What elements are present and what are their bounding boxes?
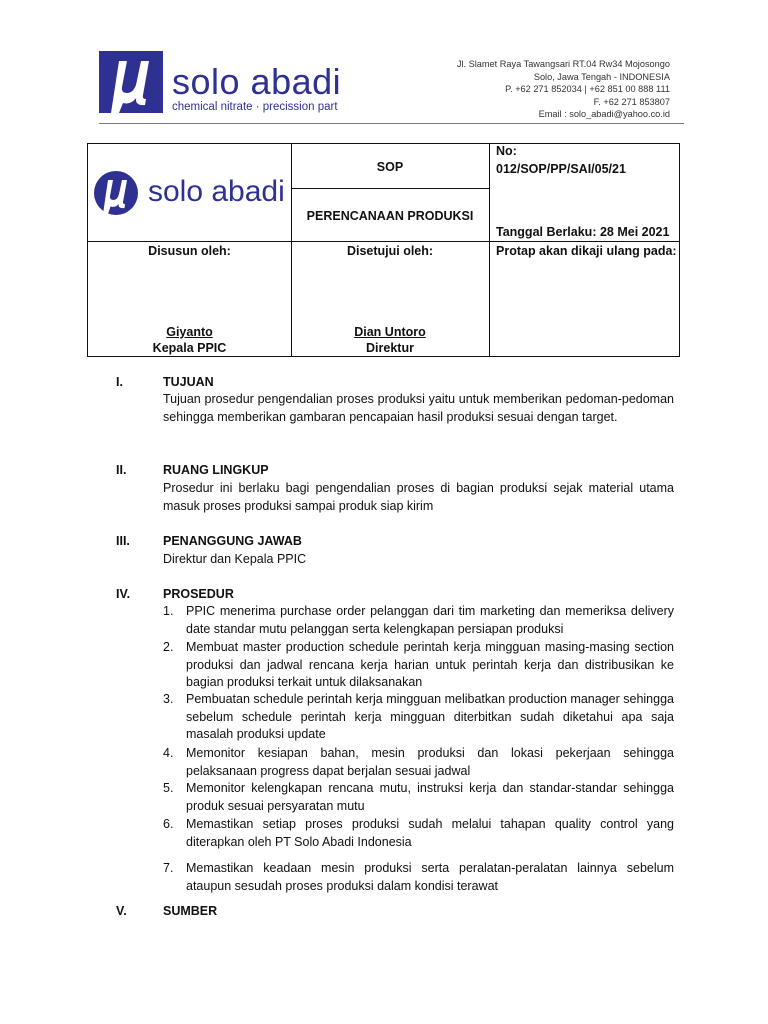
section-title: RUANG LINGKUP [163,463,269,477]
list-item-number: 7. [163,861,174,875]
list-item: Memastikan setiap proses produksi sudah melalui tahapan quality control yang diterapkan oleh PT Solo Abadi Indonesia [186,817,674,849]
doc-type: SOP [376,160,404,174]
letterhead-tagline: chemical nitrate · precission part [172,101,338,113]
approved-by-label: Disetujui oleh: [346,244,434,258]
section-number: IV. [116,587,131,601]
section-title: PROSEDUR [163,587,234,601]
section-title: TUJUAN [163,375,214,389]
list-item-number: 2. [163,640,174,654]
company-logo-mark [99,51,163,113]
section-title: PENANGGUNG JAWAB [163,534,302,548]
table-company-name: solo abadi [148,175,285,208]
list-item: PPIC menerima purchase order pelanggan dari tim marketing dan memeriksa delivery date standar mutu pelanggan serta kelengkapan persiapan produksi [186,604,674,636]
company-logo-icon [94,171,138,215]
table-divider [291,188,489,189]
list-item: Pembuatan schedule perintah kerja mingguan melibatkan production manager sehingga sebelum schedule perintah kerja mingguan diterbitkan sudah diketahui apa saja masalah produksi update [186,692,674,741]
doc-number: 012/SOP/PP/SAI/05/21 [496,162,626,176]
doc-title: PERENCANAAN PRODUKSI [306,209,474,223]
list-item-number: 3. [163,692,174,706]
phone-line: P. +62 271 852034 | +62 851 00 888 111 [505,84,670,95]
letterhead-divider [99,123,684,124]
list-item: Memastikan keadaan mesin produksi serta peralatan-peralatan lainnya sebelum ataupun sesudah proses produksi dalam kondisi terawat [186,861,674,893]
list-item-number: 5. [163,781,174,795]
fax-line: F. +62 271 853807 [593,96,670,107]
list-item: Membuat master production schedule perintah kerja mingguan masing-masing section produksi dan jadwal rencana kerja harian untuk perintah kerja dan distribusikan ke bagian produksi terkait untuk dilaksanakan [186,640,674,689]
section-number: V. [116,904,127,918]
email-line: Email : solo_abadi@yahoo.co.id [538,109,670,120]
section-text: Direktur dan Kepala PPIC [163,552,307,566]
review-date-label: Protap akan dikaji ulang pada: [496,244,677,258]
list-item-number: 1. [163,604,174,618]
sop-header-table [87,143,680,357]
letterhead-company-name: solo abadi [172,61,342,102]
list-item: Memonitor kesiapan bahan, mesin produksi dan lokasi pekerjaan sehingga pelaksanaan progress dapat berjalan sesuai jadwal [186,746,674,778]
prepared-by-role: Kepala PPIC [152,341,227,355]
approved-by-name: Dian Untoro [354,325,426,339]
doc-number-label: No: [496,144,517,158]
letterhead-address [457,58,670,121]
approved-by-role: Direktur [366,341,414,355]
address-line: Jl. Slamet Raya Tawangsari RT.04 Rw34 Mojosongo [456,59,670,69]
section-title: SUMBER [163,904,218,918]
effective-date: Tanggal Berlaku: 28 Mei 2021 [496,225,670,239]
list-item-number: 6. [163,817,174,831]
section-number: III. [116,534,130,548]
list-item: Memonitor kelengkapan rencana mutu, instruksi kerja dan standar-standar sehingga produk sesuai persyaratan mutu [186,781,674,813]
prepared-by-name: Giyanto [166,325,213,339]
section-text: Prosedur ini berlaku bagi pengendalian proses di bagian produksi sejak material utama masuk proses produksi sampai produk siap kirim [163,481,674,513]
prepared-by-label: Disusun oleh: [148,244,231,258]
address-line: Solo, Jawa Tengah - INDONESIA [533,71,670,82]
table-divider [489,144,490,356]
table-divider [88,241,679,242]
list-item-number: 4. [163,746,174,760]
section-text: Tujuan prosedur pengendalian proses produksi yaitu untuk memberikan pedoman-pedoman sehingga memberikan gambaran pencapaian hasil produksi sesuai dengan target. [163,392,674,424]
section-number: I. [116,375,123,389]
section-number: II. [116,463,127,477]
